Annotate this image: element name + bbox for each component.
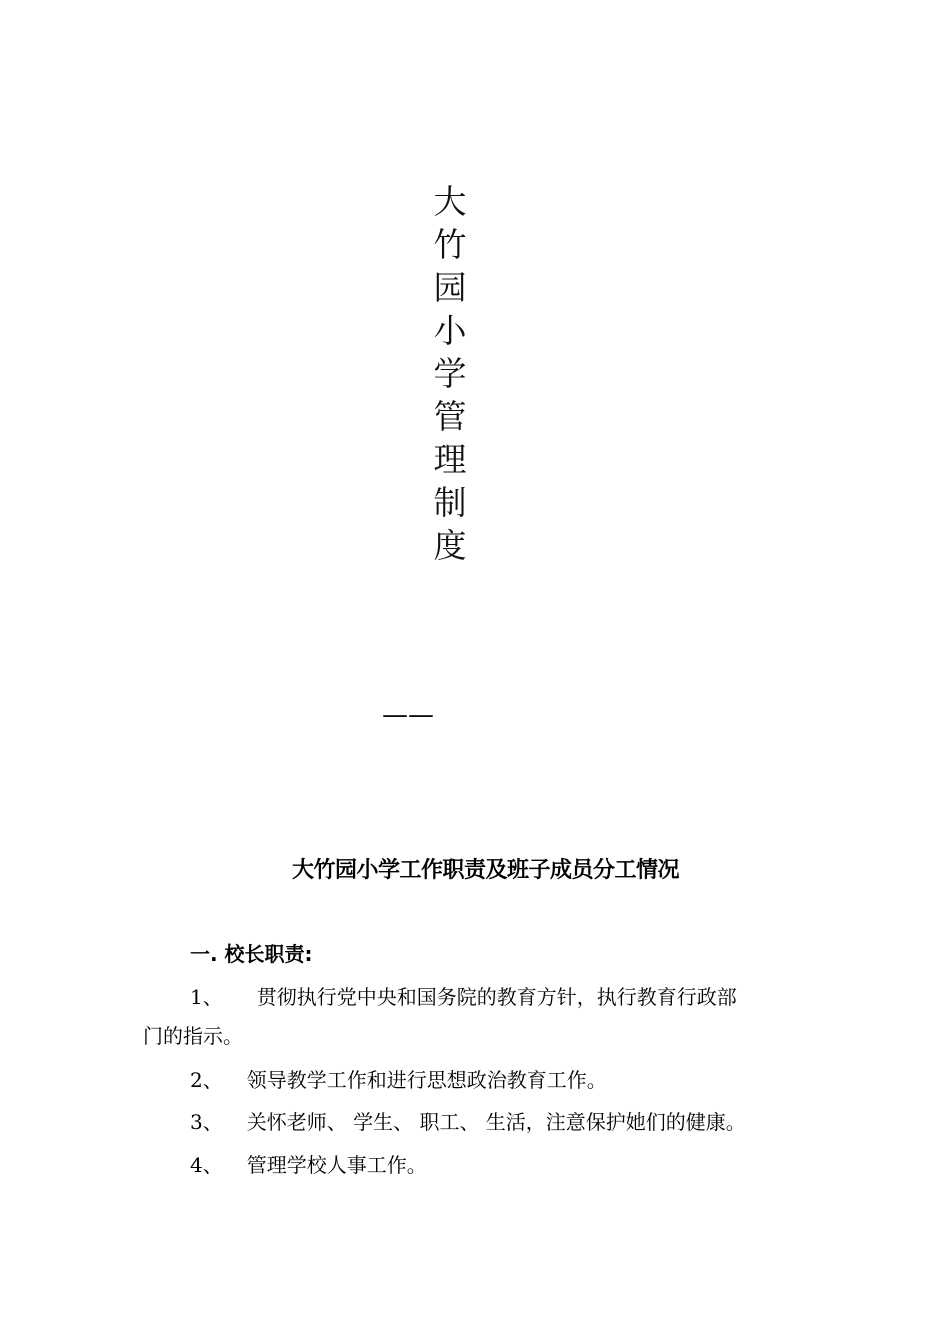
cover-title-char: 制	[433, 483, 467, 522]
cover-title-char: 学	[433, 354, 467, 393]
list-item	[190, 1108, 746, 1136]
cover-title-char: 竹	[433, 225, 467, 264]
list-item	[190, 1151, 427, 1179]
list-item-number: 3、	[190, 1110, 223, 1134]
list-item-text: 关怀老师、 学生、 职工、 生活，注意保护她们的健康。	[246, 1110, 746, 1134]
list-item-continuation: 门的指示。	[143, 1024, 243, 1048]
cover-title-char: 管	[433, 397, 467, 436]
list-item-number: 1、	[190, 985, 223, 1009]
section-title: 一. 校长职责:	[190, 942, 313, 966]
cover-title-char: 大	[433, 182, 467, 221]
document-heading: 大竹园小学工作职责及班子成员分工情况	[292, 858, 680, 883]
list-item-text: 贯彻执行党中央和国务院的教育方针，执行教育行政部	[256, 985, 737, 1009]
cover-title-char: 度	[433, 526, 467, 565]
cover-dash: ——	[382, 700, 434, 730]
list-item-text: 领导教学工作和进行思想政治教育工作。	[246, 1068, 607, 1092]
list-item-number: 4、	[190, 1153, 223, 1177]
cover-title-char: 小	[433, 311, 467, 350]
list-item	[190, 1066, 607, 1094]
cover-title-vertical	[424, 180, 476, 567]
list-item-text: 管理学校人事工作。	[246, 1153, 427, 1177]
list-item-number: 2、	[190, 1068, 223, 1092]
cover-title-char: 园	[433, 268, 467, 307]
cover-title-char: 理	[433, 440, 467, 479]
list-item	[190, 983, 737, 1011]
